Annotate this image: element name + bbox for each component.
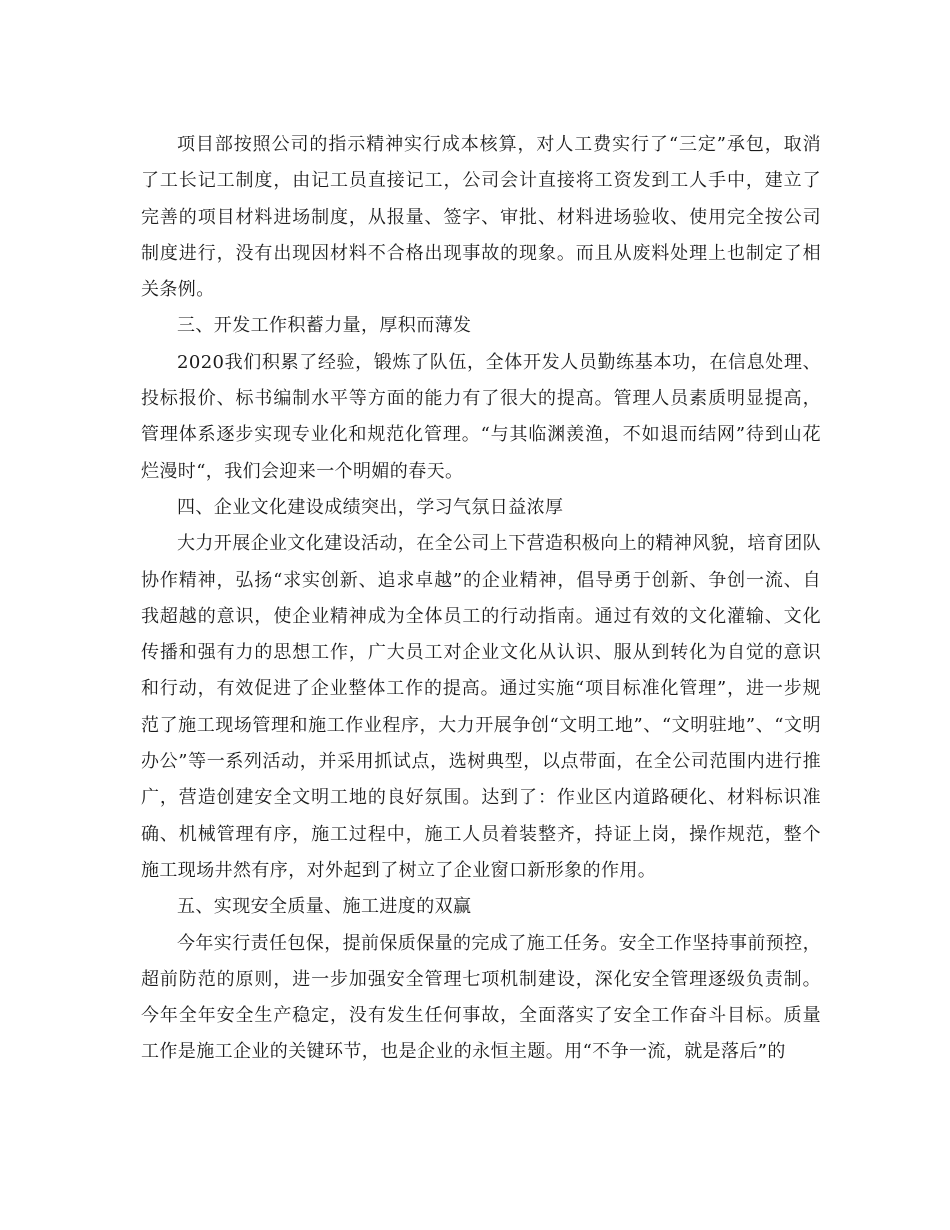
paragraph-development: 2020我们积累了经验，锻炼了队伍，全体开发人员勤练基本功，在信息处理、投标报价、标书编制水平等方面的能力有了很大的提高。管理人员素质明显提高，管理体系逐步实现专业化和规范化管理。“与其临渊羡渔，不如退而结网”待到山花烂漫时“，我们会迎来一个明媚的春天。 [141, 351, 821, 482]
paragraph-safety-quality: 今年实行责任包保，提前保质保量的完成了施工任务。安全工作坚持事前预控，超前防范的原则，进一步加强安全管理七项机制建设，深化安全管理逐级负责制。今年全年安全生产稳定，没有发生任何事故，全面落实了安全工作奋斗目标。质量工作是施工企业的关键环节，也是企业的永恒主题。用“不争一流，就是落后”的 [141, 932, 821, 1063]
paragraph-cost-accounting: 项目部按照公司的指示精神实行成本核算，对人工费实行了“三定”承包，取消了工长记工制度，由记工员直接记工，公司会计直接将工资发到工人手中，建立了完善的项目材料进场制度，从报量、签字、审批、材料进场验收、使用完全按公司制度进行，没有出现因材料不合格出现事故的现象。而且从废料处理上也制定了相关条例。 [141, 134, 821, 301]
paragraph-culture: 大力开展企业文化建设活动，在全公司上下营造积极向上的精神风貌，培育团队协作精神，弘扬“求实创新、追求卓越”的企业精神，倡导勇于创新、争创一流、自我超越的意识，使企业精神成为全体员工的行动指南。通过有效的文化灌输、文化传播和强有力的思想工作，广大员工对企业文化从认识、服从到转化为自觉的意识和行动，有效促进了企业整体工作的提高。通过实施“项目标准化管理”，进一步规范了施工现场管理和施工作业程序，大力开展争创“文明工地”、“文明驻地”、“文明办公”等一系列活动，并采用抓试点，选树典型，以点带面，在全公司范围内进行推广，营造创建安全文明工地的良好氛围。达到了：作业区内道路硬化、材料标识准确、机械管理有序，施工过程中，施工人员着装整齐，持证上岗，操作规范，整个施工现场井然有序，对外起到了树立了企业窗口新形象的作用。 [141, 533, 821, 881]
section-heading-safety-quality: 五、实现安全质量、施工进度的双赢 [177, 896, 472, 918]
section-heading-development: 三、开发工作积蓄力量，厚积而薄发 [177, 315, 472, 337]
section-heading-culture: 四、企业文化建设成绩突出，学习气氛日益浓厚 [177, 496, 564, 518]
document-body [141, 127, 821, 1071]
